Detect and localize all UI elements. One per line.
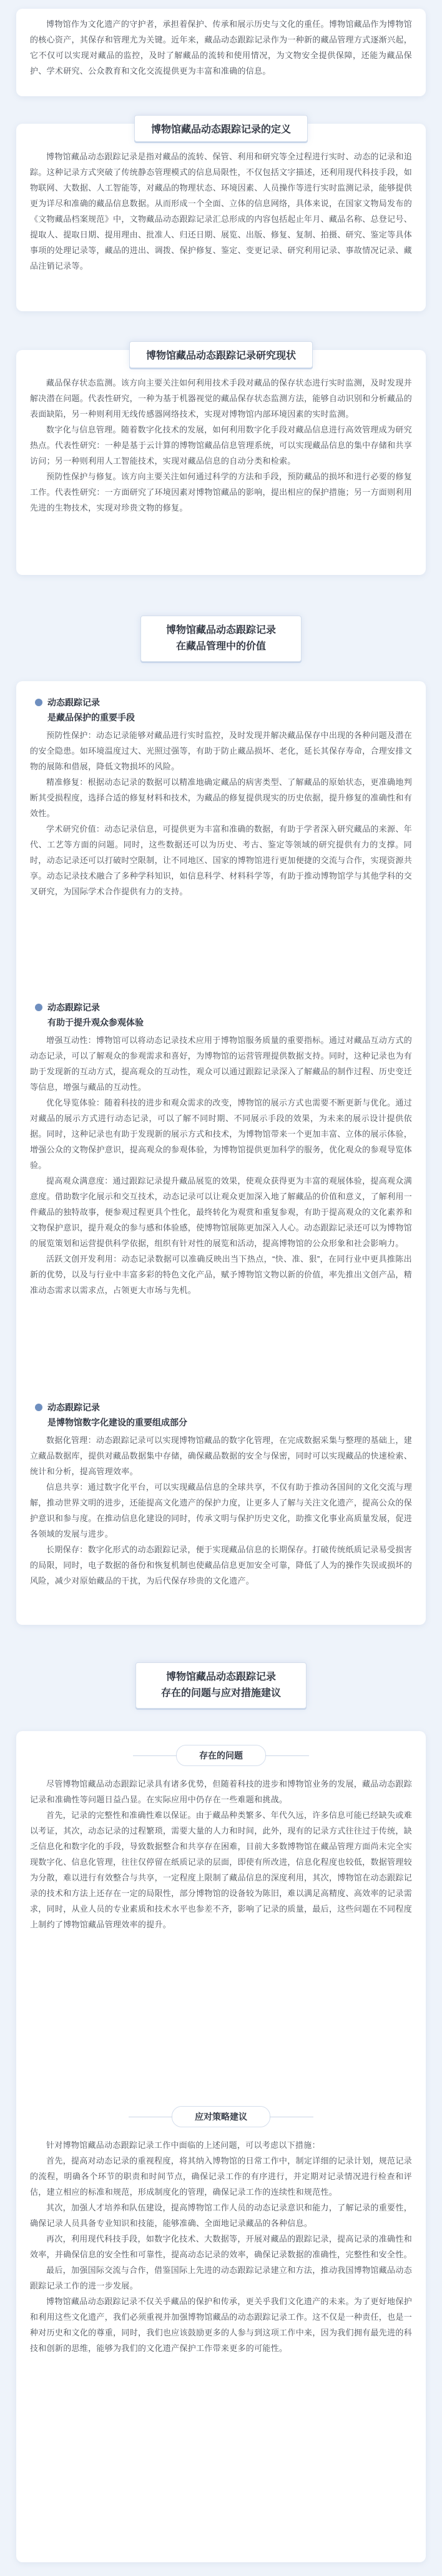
measures-paragraph-6: 博物馆藏品动态跟踪记录不仅关乎藏品的保护和传承，更关乎我们文化遗产的未来。为了更好地保护和利用这些文化遗产，我们必须重视并加强博物馆藏品的动态跟踪记录工作。这不仅是一种责任，也是一种对历史和文化的尊重，同时，我们也应该鼓励更多的人参与到这项工作中来，因为我们拥有最先进的科技和创新的思维，能够为我们的文化遗产保护工作带来更多的可能性。: [30, 2297, 412, 2353]
value-section-3-paragraph-1: 数据化管理：动态跟踪记录可以实现博物馆藏品的数字化管理，在完成数据采集与整理的基础上，建立藏品数据库，提供对藏品数据集中存储，确保藏品数据的安全与保密，同时可以实现藏品的快速检索、统计和分析，提高管理效率。: [30, 1435, 412, 1476]
value-subheading-1: 动态跟踪记录 是藏品保护的重要手段: [35, 695, 135, 725]
value-section-3-text: [30, 1432, 412, 1589]
value-section-2-paragraph-1: 增强互动性：博物馆可以将动态记录技术应用于博物馆服务质量的重要指标。通过对藏品互动方式的动态记录，可以了解观众的参观需求和喜好，为博物馆的运营管理提供数据支持。同时，这种记录也为有助于发现新的互动方式，提高观众的互动性，观众可以通过跟踪记录深入了解藏品的制作过程、历史变迁等信息，增强与藏品的互动性。: [30, 1036, 412, 1092]
measures-paragraph-2: 首先，提高对动态记录的重视程度，将其纳入博物馆的日常工作中，制定详细的记录计划，规范记录的流程，明确各个环节的职责和时间节点，确保记录工作的有序进行，并定期对记录情况进行检查和评估，建立相应的标准和规范，形成制度化的管理，确保记录工作的连续性和规范性。: [30, 2156, 412, 2197]
status-paragraph-1: 藏品保存状态监测。该方向主要关注如何利用技术手段对藏品的保存状态进行实时监测，及时发现并解决潜在问题。代表性研究，一种为基于机器视觉的藏品保存状态监测方法，能够自动识别和分析藏品的表面缺陷，另一种则利用无线传感器网络技术，实现对博物馆内部环境因素的实时监测。: [30, 378, 412, 419]
issues-subtitle: 存在的问题: [176, 1745, 266, 1766]
issues-paragraph-1: 尽管博物馆藏品动态跟踪记录具有诸多优势，但随着科技的进步和博物馆业务的发展，藏品动态跟踪记录和准确性等问题日益凸显。在实际应用中仍存在一些难题和挑战。: [30, 1779, 412, 1804]
problems-title: 博物馆藏品动态跟踪记录 存在的问题与应对措施建议: [135, 1662, 307, 1709]
value-section-1-paragraph-2: 精准修复：根据动态记录的数据可以精准地确定藏品的病害类型、了解藏品的原始状态，更准确地判断其受损程度，选择合适的修复材料和技术，为藏品的修复提供现实的历史依据，提升修复的准确性和有效性。: [30, 777, 412, 818]
status-paragraph-3: 预防性保护与修复。该方向主要关注如何通过科学的方法和手段，预防藏品的损坏和进行必要的修复工作。代表性研究：一方面研究了环境因素对博物馆藏品的影响，提出相应的保护措施；另一方面则利用先进的生物技术，实现对珍贵文物的修复。: [30, 472, 412, 512]
intro-paragraph: 博物馆作为文化遗产的守护者，承担着保护、传承和展示历史与文化的重任。博物馆藏品作为博物馆的核心资产，其保存和管理尤为关键。近年来，藏品动态跟踪记录作为一种新的藏品管理方式逐渐兴起，它不仅可以实现对藏品的监控，及时了解藏品的流转和使用情况，为文物安全提供保障，还能为藏品保护、学术研究、公众教育和文化交流提供更为丰富和准确的信息。: [30, 19, 412, 76]
definition-card: [16, 124, 426, 311]
status-card: [16, 350, 426, 575]
definition-title: 博物馆藏品动态跟踪记录的定义: [134, 115, 308, 142]
value-subheading-2: 动态跟踪记录 有助于提升观众参观体验: [35, 1000, 144, 1030]
value-subheading-3: 动态跟踪记录 是博物馆数字化建设的重要组成部分: [35, 1400, 187, 1430]
bullet-dot-icon: [35, 1004, 42, 1011]
measures-paragraph-3: 其次，加强人才培养和队伍建设，提高博物馆工作人员的动态记录意识和能力，了解记录的重要性，确保记录人员具备专业知识和技能，能够准确、全面地记录藏品的各种信息。: [30, 2203, 412, 2228]
bullet-dot-icon: [35, 699, 42, 706]
bullet-dot-icon: [35, 1404, 42, 1411]
value-section-2-paragraph-4: 活跃文创开发利用：动态记录数据可以准确反映出当下热点，“快、准、狠”，在同行业中更具推陈出新的优势，以及与行业中丰富多彩的特色文化产品，赋予博物馆文物以新的价值，率先推出文创产品，精准动态需求以需求点，占领更大市场与先机。: [30, 1254, 412, 1295]
status-text: [30, 375, 412, 516]
issues-text: [30, 1776, 412, 1932]
intro-card: [16, 9, 426, 96]
status-paragraph-2: 数字化与信息管理。随着数字化技术的发展，如何利用数字化手段对藏品信息进行高效管理成为研究热点。代表性研究：一种是基于云计算的博物馆藏品信息管理系统，可以实现藏品信息的集中存储和共享访问；另一种则利用人工智能技术，实现对藏品信息的自动分类和检索。: [30, 425, 412, 466]
measures-paragraph-1: 针对博物馆藏品动态跟踪记录工作中面临的上述问题，可以考虑以下措施：: [46, 2140, 320, 2150]
value-section-2-text: [30, 1032, 412, 1298]
value-section-1-paragraph-3: 学术研究价值：动态记录信息，可提供更为丰富和准确的数据，有助于学者深入研究藏品的来源、年代、工艺等方面的问题。同时，这些数据还可以为历史、考古、鉴定等领域的研究提供有力的支撑。同时，动态记录还可以打破时空限制，让不同地区、国家的博物馆进行更加便捷的交流与合作，实现资源共享。动态记录技术融合了多种学科知识，如信息科学、材料科学等，有助于推动博物馆学与其他学科的交叉研究，为国际学术合作提供有力的支持。: [30, 824, 412, 896]
value-section-1-text: [30, 727, 412, 899]
measures-text: [30, 2137, 412, 2356]
value-section-1-paragraph-1: 预防性保护：动态记录能够对藏品进行实时监控，及时发现并解决藏品保存中出现的各种问题及潜在的安全隐患。如环境温度过大、光照过强等，有助于防止藏品损坏、老化，延长其保存寿命，合理安排文物的展陈和借展，降低文物损坏的风险。: [30, 731, 412, 771]
value-title: 博物馆藏品动态跟踪记录 在藏品管理中的价值: [140, 616, 302, 662]
issues-paragraph-2: 首先，记录的完整性和准确性难以保证。由于藏品种类繁多、年代久远，许多信息可能已经缺失或难以考证，其次，动态记录的过程繁琐，需要大量的人力和时间，此外，现有的记录方式往往过于传统，缺乏信息化和数字化的手段，导致数据整合和共享存在困难，目前大多数博物馆在藏品管理方面尚未完全实现数字化、信息化管理，往往仅停留在纸质记录的层面，即使有所改进，信息化程度也较低，数据管理较为分散，难以进行有效整合与共享，一定程度上限制了藏品信息的深度利用，其次，博物馆在动态跟踪记录的技术和方法上还存在一定的局限性，部分博物馆的设备较为陈旧，难以满足高精度、高效率的记录需求，同时，从业人员的专业素质和技术水平也参差不齐，影响了记录的质量，最后，这些问题在不同程度上制约了博物馆藏品管理效率的提升。: [30, 1810, 412, 1929]
status-title: 博物馆藏品动态跟踪记录研究现状: [129, 341, 313, 368]
definition-paragraph: 博物馆藏品动态跟踪记录是指对藏品的流转、保管、利用和研究等全过程进行实时、动态的记录和追踪。这种记录方式突破了传统静态管理模式的信息局限性，不仅包括文字描述，还利用现代科技手段，如物联网、大数据、人工智能等，对藏品的物理状态、环境因素、人员操作等进行实时监测记录，能够提供更为详尽和准确的藏品信息数据。从而形成一个全面、立体的信息网络，具体来说，在国家文物局发布的《文物藏品档案规范》中，文物藏品动态跟踪记录汇总形成的内容包括起止年月、藏品名称、总登记号、提取人、提取日期、提用理由、批准人、归还日期、展览、出版、修复、复制、拍摄、研究、鉴定等具体事项的处理记录等，藏品的进出、调拨、保护修复、鉴定、变更记录、研究利用记录、事故情况记录、藏品注销记录等。: [30, 152, 412, 271]
value-section-3-paragraph-3: 长期保存：数字化形式的动态跟踪记录，便于实现藏品信息的长期保存。打破传统纸质记录易受损害的局限，同时，电子数据的备份和恢复机制也使藏品信息更加安全可靠，降低了人为的操作失误或损坏的风险，减少对原始藏品的干扰，为后代保存珍贵的文化遗产。: [30, 1545, 412, 1585]
value-section-2-paragraph-2: 优化导览体验：随着科技的进步和观众需求的改变，博物馆的展示方式也需要不断更新与优化。通过对藏品的展示方式进行动态记录，可以了解不同时期、不同展示手段的效果，为未来的展示设计提供依据。同时，这种记录也有助于发现新的展示方式和技术，为博物馆带来一个更加丰富、立体的展示体验，增强公众的文物保护意识，提高观众的参观体验，为博物馆提供更加科学的服务，优化观众的参观导览体验。: [30, 1098, 412, 1170]
value-card: [16, 681, 426, 1625]
value-section-3-paragraph-2: 信息共享：通过数字化平台，可以实现藏品信息的全球共享，不仅有助于推动各国间的文化交流与理解，推动世界文明的进步，还能提高文化遗产的保护力度，让更多人了解与关注文化遗产，提高公众的保护意识和参与度。在推动信息化建设的同时，传承文明与保护历史文化，助推文化事业高质量发展，促进各领域的发展与进步。: [30, 1482, 412, 1539]
value-section-2-paragraph-3: 提高观众满意度：通过跟踪记录提升藏品展览的效果，使观众获得更为丰富的观展体验，提高观众满意度。借助数字化展示和交互技术，动态记录可以让观众更加深入地了解藏品的价值和意义，了解利用一件藏品的独特故事，便参观过程更具个性化，最终转化为观赏和重复参观，有助于提高观众的文化素养和文物保护意识，提升观众的参与感和体验感，使博物馆展陈更加深入人心。动态跟踪记录还可以为博物馆的展览策划和运营提供科学依据，组织有针对性的展览和活动，提高博物馆的公众形象和社会影响力。: [30, 1176, 412, 1248]
measures-paragraph-4: 再次，利用现代科技手段，如数字化技术、大数据等，开展对藏品的跟踪记录，提高记录的准确性和效率，并确保信息的安全性和可靠性，提高动态记录的效率，确保记录数据的准确性，完整性和安全性。: [30, 2234, 412, 2259]
measures-paragraph-5: 最后，加强国际交流与合作，借鉴国际上先进的动态跟踪记录建立和方法，推动我国博物馆藏品动态跟踪记录工作的进一步发展。: [30, 2265, 412, 2290]
measures-subtitle: 应对策略建议: [172, 2106, 270, 2127]
definition-text: [30, 149, 412, 274]
problems-card: [16, 1731, 426, 2562]
intro-text: [30, 16, 412, 79]
